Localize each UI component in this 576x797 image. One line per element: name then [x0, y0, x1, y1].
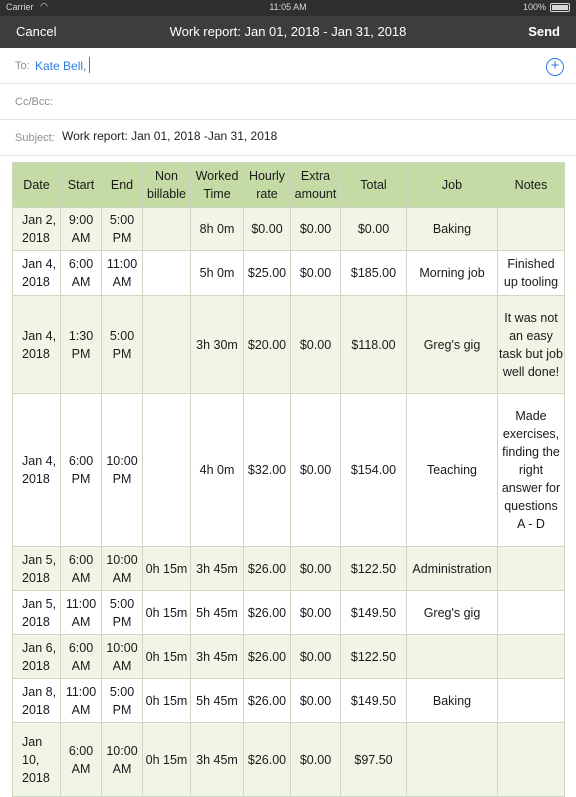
- cell-hourly-rate: $26.00: [244, 547, 291, 591]
- cell-start: 6:00 PM: [61, 394, 102, 547]
- cell-start: 11:00 AM: [61, 679, 102, 723]
- header-start: Start: [61, 163, 102, 208]
- cell-worked-time: 3h 45m: [191, 547, 244, 591]
- cell-notes: [498, 723, 565, 797]
- cell-notes: [498, 591, 565, 635]
- cell-total: $118.00: [341, 296, 407, 394]
- cell-job: [407, 635, 498, 679]
- cell-start: 6:00 AM: [61, 547, 102, 591]
- cell-start: 6:00 AM: [61, 251, 102, 296]
- table-row: [13, 296, 565, 394]
- cell-date: Jan 4, 2018: [13, 251, 61, 296]
- cell-non-billable: 0h 15m: [143, 679, 191, 723]
- cell-date: Jan 2, 2018: [13, 208, 61, 251]
- cell-start: 9:00 AM: [61, 208, 102, 251]
- cell-worked-time: 5h 0m: [191, 251, 244, 296]
- cell-notes: [498, 208, 565, 251]
- cc-bcc-label: Cc/Bcc:: [15, 96, 53, 108]
- cell-date: Jan 4, 2018: [13, 296, 61, 394]
- cell-date: Jan 10, 2018: [13, 723, 61, 797]
- cell-total: $0.00: [341, 208, 407, 251]
- cell-hourly-rate: $32.00: [244, 394, 291, 547]
- cell-total: $97.50: [341, 723, 407, 797]
- cell-start: 1:30 PM: [61, 296, 102, 394]
- cell-job: Greg's gig: [407, 591, 498, 635]
- cell-non-billable: 0h 15m: [143, 723, 191, 797]
- cell-job: Baking: [407, 679, 498, 723]
- cc-bcc-field[interactable]: [0, 84, 576, 120]
- header-notes: Notes: [498, 163, 565, 208]
- cell-start: 11:00 AM: [61, 591, 102, 635]
- cell-non-billable: 0h 15m: [143, 547, 191, 591]
- table-row: [13, 208, 565, 251]
- to-field[interactable]: [0, 48, 576, 84]
- cell-end: 5:00 PM: [102, 208, 143, 251]
- cell-hourly-rate: $20.00: [244, 296, 291, 394]
- cell-extra-amount: $0.00: [291, 723, 341, 797]
- cell-hourly-rate: $0.00: [244, 208, 291, 251]
- cell-total: $149.50: [341, 591, 407, 635]
- table-row: [13, 635, 565, 679]
- navigation-bar: [0, 16, 576, 48]
- wifi-icon: ◠: [40, 1, 48, 11]
- cell-non-billable: 0h 15m: [143, 635, 191, 679]
- carrier-label: Carrier: [6, 2, 34, 12]
- cell-non-billable: 0h 15m: [143, 591, 191, 635]
- cell-end: 5:00 PM: [102, 679, 143, 723]
- cell-extra-amount: $0.00: [291, 591, 341, 635]
- subject-value[interactable]: Work report: Jan 01, 2018 -Jan 31, 2018: [62, 129, 278, 143]
- to-label: To:: [15, 60, 30, 72]
- plus-circle-icon[interactable]: +: [546, 58, 564, 76]
- header-hourly-rate: Hourly rate: [244, 163, 291, 208]
- header-worked-time: Worked Time: [191, 163, 244, 208]
- cell-non-billable: [143, 251, 191, 296]
- cell-extra-amount: $0.00: [291, 208, 341, 251]
- cell-job: Baking: [407, 208, 498, 251]
- status-bar: [0, 0, 576, 16]
- work-report-table: [12, 162, 565, 797]
- cell-end: 10:00 AM: [102, 635, 143, 679]
- cell-non-billable: [143, 296, 191, 394]
- cell-non-billable: [143, 208, 191, 251]
- cell-notes: Finished up tooling: [498, 251, 565, 296]
- table-row: [13, 723, 565, 797]
- table-header-row: [13, 163, 565, 208]
- cell-end: 5:00 PM: [102, 296, 143, 394]
- header-job: Job: [407, 163, 498, 208]
- cell-non-billable: [143, 394, 191, 547]
- cell-total: $154.00: [341, 394, 407, 547]
- cell-date: Jan 4, 2018: [13, 394, 61, 547]
- cell-total: $185.00: [341, 251, 407, 296]
- cell-worked-time: 8h 0m: [191, 208, 244, 251]
- cell-worked-time: 4h 0m: [191, 394, 244, 547]
- header-total: Total: [341, 163, 407, 208]
- cell-end: 11:00 AM: [102, 251, 143, 296]
- cell-notes: [498, 679, 565, 723]
- table-row: [13, 394, 565, 547]
- send-button[interactable]: Send: [528, 24, 560, 39]
- cell-job: Administration: [407, 547, 498, 591]
- cell-date: Jan 5, 2018: [13, 547, 61, 591]
- cell-extra-amount: $0.00: [291, 394, 341, 547]
- battery-percentage: 100%: [522, 2, 546, 12]
- cell-hourly-rate: $26.00: [244, 635, 291, 679]
- header-non-billable: Non billable: [143, 163, 191, 208]
- table-row: [13, 679, 565, 723]
- cell-notes: It was not an easy task but job well done!: [498, 296, 565, 394]
- cell-hourly-rate: $26.00: [244, 679, 291, 723]
- subject-field[interactable]: [0, 120, 576, 156]
- cell-end: 5:00 PM: [102, 591, 143, 635]
- cell-end: 10:00 PM: [102, 394, 143, 547]
- cell-hourly-rate: $25.00: [244, 251, 291, 296]
- cell-notes: [498, 635, 565, 679]
- cell-hourly-rate: $26.00: [244, 591, 291, 635]
- cell-extra-amount: $0.00: [291, 296, 341, 394]
- cell-extra-amount: $0.00: [291, 251, 341, 296]
- cell-start: 6:00 AM: [61, 635, 102, 679]
- cell-hourly-rate: $26.00: [244, 723, 291, 797]
- recipient-token[interactable]: Kate Bell,: [35, 59, 87, 73]
- clock: 11:05 AM: [269, 2, 307, 12]
- header-end: End: [102, 163, 143, 208]
- table-row: [13, 251, 565, 296]
- cell-total: $122.50: [341, 635, 407, 679]
- text-cursor: [89, 57, 90, 73]
- cell-extra-amount: $0.00: [291, 679, 341, 723]
- cell-extra-amount: $0.00: [291, 547, 341, 591]
- table-row: [13, 547, 565, 591]
- cell-date: Jan 5, 2018: [13, 591, 61, 635]
- cell-job: Teaching: [407, 394, 498, 547]
- cell-worked-time: 3h 45m: [191, 723, 244, 797]
- cell-job: [407, 723, 498, 797]
- cell-start: 6:00 AM: [61, 723, 102, 797]
- cell-extra-amount: $0.00: [291, 635, 341, 679]
- cell-date: Jan 8, 2018: [13, 679, 61, 723]
- cell-worked-time: 3h 30m: [191, 296, 244, 394]
- cell-worked-time: 5h 45m: [191, 679, 244, 723]
- header-date: Date: [13, 163, 61, 208]
- cell-notes: [498, 547, 565, 591]
- cell-total: $149.50: [341, 679, 407, 723]
- cell-date: Jan 6, 2018: [13, 635, 61, 679]
- page-title: Work report: Jan 01, 2018 - Jan 31, 2018: [169, 24, 407, 39]
- table-row: [13, 591, 565, 635]
- cell-end: 10:00 AM: [102, 547, 143, 591]
- subject-label: Subject:: [15, 132, 55, 144]
- cell-job: Greg's gig: [407, 296, 498, 394]
- battery-icon: [550, 3, 570, 12]
- cell-worked-time: 3h 45m: [191, 635, 244, 679]
- cancel-button[interactable]: Cancel: [16, 24, 57, 39]
- header-extra-amount: Extra amount: [291, 163, 341, 208]
- cell-job: Morning job: [407, 251, 498, 296]
- cell-worked-time: 5h 45m: [191, 591, 244, 635]
- cell-end: 10:00 AM: [102, 723, 143, 797]
- cell-total: $122.50: [341, 547, 407, 591]
- cell-notes: Made exercises, finding the right answer for questions A - D: [498, 394, 565, 547]
